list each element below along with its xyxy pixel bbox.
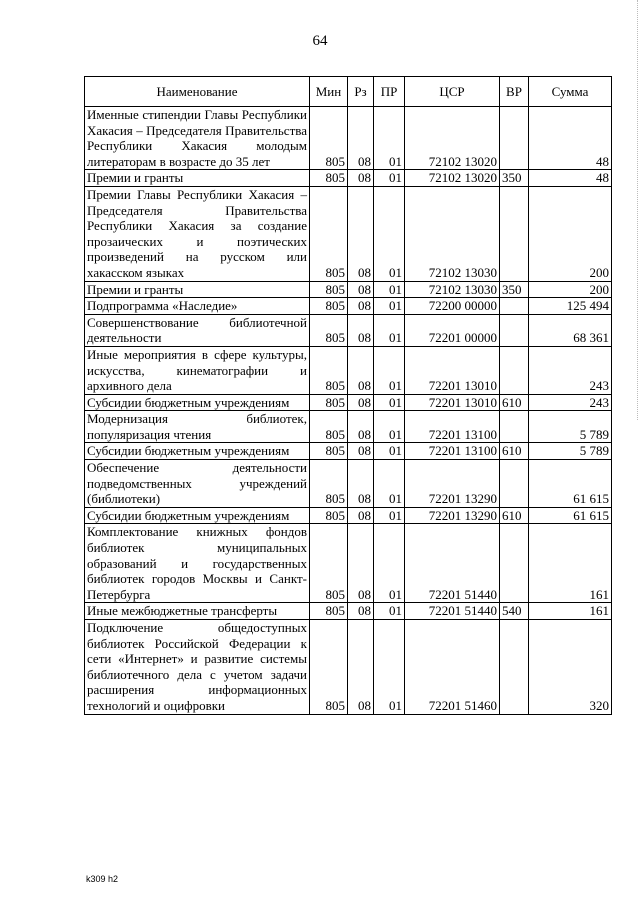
cell-pr: 01: [374, 524, 405, 603]
cell-rz: 08: [348, 107, 374, 170]
cell-rz: 08: [348, 394, 374, 411]
table-row: [85, 346, 612, 394]
cell-sum: 161: [529, 524, 612, 603]
header-pr: ПР: [374, 77, 405, 107]
table-row: [85, 107, 612, 170]
table-row: [85, 314, 612, 346]
cell-sum: 200: [529, 281, 612, 298]
cell-vr: [500, 620, 529, 715]
header-csr: ЦСР: [405, 77, 500, 107]
cell-pr: 01: [374, 314, 405, 346]
cell-csr: 72201 13010: [405, 346, 500, 394]
cell-csr: 72102 13020: [405, 107, 500, 170]
cell-min: 805: [310, 443, 348, 460]
cell-csr: 72102 13030: [405, 281, 500, 298]
table-row: [85, 298, 612, 315]
cell-csr: 72200 00000: [405, 298, 500, 315]
cell-rz: 08: [348, 411, 374, 443]
cell-sum: 68 361: [529, 314, 612, 346]
header-sum: Сумма: [529, 77, 612, 107]
cell-pr: 01: [374, 460, 405, 508]
cell-pr: 01: [374, 411, 405, 443]
cell-min: 805: [310, 170, 348, 187]
cell-min: 805: [310, 394, 348, 411]
cell-pr: 01: [374, 107, 405, 170]
table-row: [85, 281, 612, 298]
cell-min: 805: [310, 298, 348, 315]
cell-name: Субсидии бюджетным учреждениям: [85, 443, 310, 460]
cell-pr: 01: [374, 186, 405, 281]
cell-csr: 72201 00000: [405, 314, 500, 346]
table-header-row: [85, 77, 612, 107]
cell-rz: 08: [348, 281, 374, 298]
cell-csr: 72102 13020: [405, 170, 500, 187]
cell-min: 805: [310, 620, 348, 715]
cell-vr: 610: [500, 443, 529, 460]
cell-pr: 01: [374, 603, 405, 620]
cell-min: 805: [310, 314, 348, 346]
cell-vr: [500, 314, 529, 346]
cell-name: Иные межбюджетные трансферты: [85, 603, 310, 620]
header-name: Наименование: [85, 77, 310, 107]
cell-rz: 08: [348, 346, 374, 394]
cell-name: Модернизация библиотек, популяризация чтения: [85, 411, 310, 443]
cell-sum: 161: [529, 603, 612, 620]
cell-vr: [500, 186, 529, 281]
cell-vr: [500, 107, 529, 170]
cell-min: 805: [310, 524, 348, 603]
table-row: [85, 443, 612, 460]
cell-pr: 01: [374, 620, 405, 715]
cell-vr: 540: [500, 603, 529, 620]
cell-min: 805: [310, 281, 348, 298]
header-vr: ВР: [500, 77, 529, 107]
cell-name: Субсидии бюджетным учреждениям: [85, 394, 310, 411]
cell-name: Премии и гранты: [85, 281, 310, 298]
cell-vr: 610: [500, 394, 529, 411]
cell-min: 805: [310, 107, 348, 170]
cell-sum: 5 789: [529, 411, 612, 443]
cell-sum: 320: [529, 620, 612, 715]
table-row: [85, 524, 612, 603]
table-row: [85, 603, 612, 620]
table-row: [85, 620, 612, 715]
cell-sum: 200: [529, 186, 612, 281]
cell-name: Подключение общедоступных библиотек Российской Федерации к сети «Интернет» и развитие системы библиотечного дела с учетом задачи расширения информационных технологий и оцифровки: [85, 620, 310, 715]
header-min: Мин: [310, 77, 348, 107]
cell-name: Иные мероприятия в сфере культуры, искусства, кинематографии и архивного дела: [85, 346, 310, 394]
cell-min: 805: [310, 460, 348, 508]
cell-name: Обеспечение деятельности подведомственных учреждений (библиотеки): [85, 460, 310, 508]
table-row: [85, 460, 612, 508]
cell-rz: 08: [348, 620, 374, 715]
cell-sum: 243: [529, 394, 612, 411]
cell-sum: 125 494: [529, 298, 612, 315]
cell-sum: 243: [529, 346, 612, 394]
cell-csr: 72201 13100: [405, 443, 500, 460]
cell-min: 805: [310, 346, 348, 394]
cell-pr: 01: [374, 394, 405, 411]
cell-rz: 08: [348, 603, 374, 620]
cell-pr: 01: [374, 170, 405, 187]
cell-sum: 5 789: [529, 443, 612, 460]
cell-rz: 08: [348, 524, 374, 603]
cell-rz: 08: [348, 314, 374, 346]
cell-rz: 08: [348, 443, 374, 460]
cell-csr: 72201 51440: [405, 603, 500, 620]
cell-sum: 61 615: [529, 460, 612, 508]
cell-vr: 350: [500, 170, 529, 187]
cell-name: Премии и гранты: [85, 170, 310, 187]
cell-csr: 72201 13100: [405, 411, 500, 443]
cell-vr: [500, 298, 529, 315]
cell-vr: [500, 524, 529, 603]
cell-sum: 61 615: [529, 507, 612, 524]
header-rz: Рз: [348, 77, 374, 107]
cell-min: 805: [310, 507, 348, 524]
cell-rz: 08: [348, 507, 374, 524]
cell-pr: 01: [374, 281, 405, 298]
cell-name: Именные стипендии Главы Республики Хакасия – Председателя Правительства Республики Хакасия молодым литераторам в возрасте до 35 лет: [85, 107, 310, 170]
table-body: [85, 107, 612, 715]
cell-name: Подпрограмма «Наследие»: [85, 298, 310, 315]
cell-rz: 08: [348, 186, 374, 281]
cell-csr: 72201 51440: [405, 524, 500, 603]
cell-pr: 01: [374, 507, 405, 524]
cell-vr: [500, 411, 529, 443]
cell-rz: 08: [348, 460, 374, 508]
cell-min: 805: [310, 603, 348, 620]
cell-pr: 01: [374, 346, 405, 394]
scan-margin-marks: [631, 0, 638, 420]
table-row: [85, 507, 612, 524]
cell-rz: 08: [348, 170, 374, 187]
cell-vr: [500, 460, 529, 508]
cell-csr: 72201 13290: [405, 507, 500, 524]
cell-min: 805: [310, 411, 348, 443]
cell-sum: 48: [529, 170, 612, 187]
page-number: 64: [312, 33, 328, 49]
cell-pr: 01: [374, 443, 405, 460]
budget-table: [84, 76, 612, 715]
table-row: [85, 394, 612, 411]
cell-pr: 01: [374, 298, 405, 315]
cell-csr: 72102 13030: [405, 186, 500, 281]
cell-csr: 72201 13010: [405, 394, 500, 411]
footer-code: k309 h2: [86, 874, 119, 884]
cell-min: 805: [310, 186, 348, 281]
cell-name: Совершенствование библиотечной деятельности: [85, 314, 310, 346]
cell-vr: 350: [500, 281, 529, 298]
cell-name: Комплектование книжных фондов библиотек муниципальных образований и государственных библиотек городов Москвы и Санкт-Петербурга: [85, 524, 310, 603]
cell-csr: 72201 51460: [405, 620, 500, 715]
cell-csr: 72201 13290: [405, 460, 500, 508]
table-row: [85, 170, 612, 187]
cell-vr: [500, 346, 529, 394]
cell-name: Субсидии бюджетным учреждениям: [85, 507, 310, 524]
table-row: [85, 186, 612, 281]
table-row: [85, 411, 612, 443]
cell-rz: 08: [348, 298, 374, 315]
cell-name: Премии Главы Республики Хакасия – Председателя Правительства Республики Хакасия за создание прозаических и поэтических произведений на русском или хакасском языках: [85, 186, 310, 281]
cell-sum: 48: [529, 107, 612, 170]
cell-vr: 610: [500, 507, 529, 524]
